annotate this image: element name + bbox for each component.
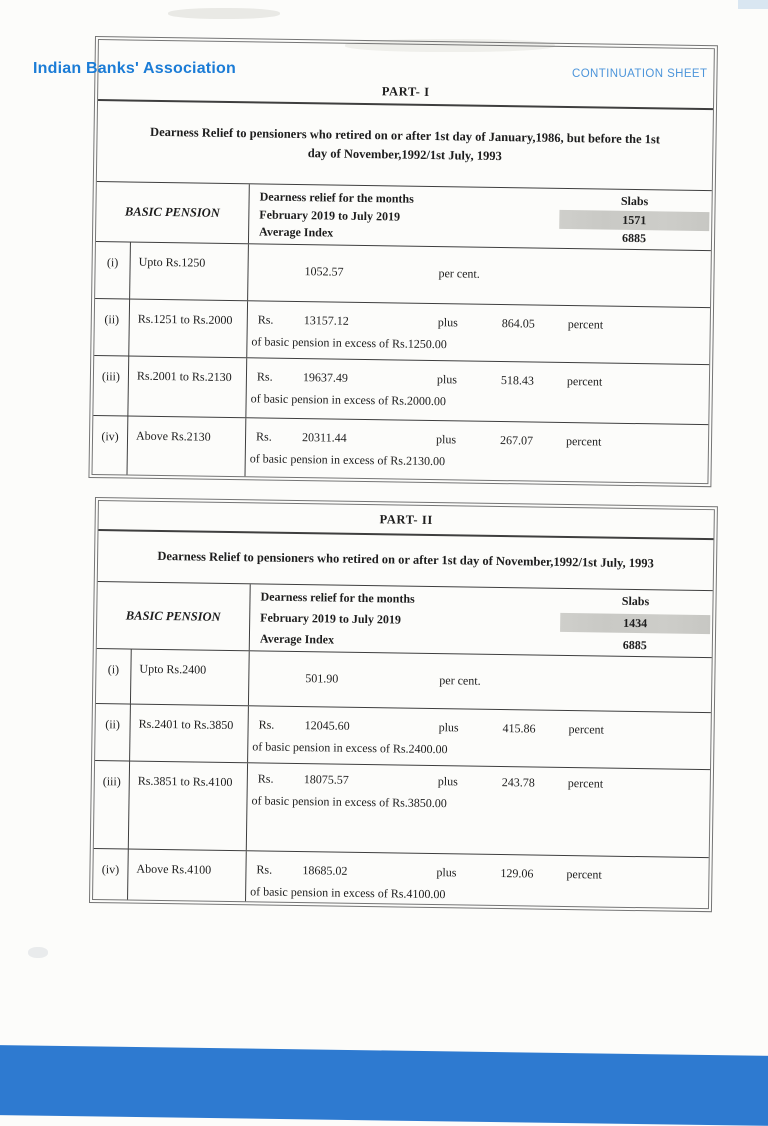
- relief-amount: 13157.12: [303, 313, 349, 328]
- excess-note: of basic pension in excess of Rs.1250.00: [251, 334, 447, 352]
- row-number: (ii): [94, 299, 130, 356]
- table-row: [94, 299, 710, 365]
- scan-bottom-blue-band: [0, 1045, 768, 1126]
- table-row: [93, 416, 709, 483]
- plus-label: plus: [437, 774, 458, 789]
- part1-title: [97, 101, 713, 191]
- relief-months-label: Dearness relief for the months: [260, 589, 415, 606]
- part1-header-row: [96, 182, 712, 251]
- relief-amount: 19637.49: [302, 370, 349, 385]
- pension-range: Above Rs.2130: [127, 417, 246, 477]
- pension-range: Rs.2401 to Rs.3850: [130, 705, 249, 763]
- rs-label: Rs.: [258, 717, 275, 732]
- rs-label: Rs.: [256, 369, 273, 384]
- table-row: [94, 761, 710, 858]
- percent-label: percent: [568, 722, 605, 737]
- slabs-box: [559, 193, 710, 247]
- part2-label: PART- II: [379, 511, 433, 527]
- part2-title: [98, 531, 714, 591]
- part1-title-text: Dearness Relief to pensioners who retired on or after 1st day of January,1986, but before the 1st day of November,1992/1st July, 1993: [150, 124, 661, 164]
- excess-note: of basic pension in excess of Rs.2130.00: [249, 451, 446, 469]
- rs-label: Rs.: [255, 429, 272, 444]
- scan-smudge: [28, 947, 48, 958]
- relief-rate: 864.05: [501, 316, 535, 331]
- row-number: (i): [95, 242, 131, 299]
- relief-formula: [248, 244, 711, 307]
- relief-amount: 18685.02: [302, 863, 348, 878]
- slabs-box: [560, 593, 711, 654]
- table-row: [93, 356, 709, 425]
- pension-range: Upto Rs.1250: [130, 243, 249, 301]
- average-index-value: 6885: [622, 637, 647, 653]
- org-name: Indian Banks' Association: [33, 60, 236, 77]
- relief-period: February 2019 to July 2019: [259, 206, 401, 224]
- part1-label: PART- I: [381, 84, 430, 99]
- relief-formula: [249, 651, 712, 712]
- pension-range: Rs.2001 to Rs.2130: [128, 357, 247, 418]
- percent-label: percent: [565, 434, 602, 449]
- row-number: (ii): [95, 704, 131, 761]
- percent-label: percent: [567, 317, 604, 332]
- excess-note: of basic pension in excess of Rs.3850.00: [251, 793, 447, 811]
- scan-smudge: [168, 8, 280, 19]
- continuation-sheet-label: CONTINUATION SHEET: [572, 68, 708, 80]
- relief-rate: 243.78: [501, 775, 535, 790]
- relief-rate: 518.43: [500, 373, 535, 388]
- part2-header-row: [97, 582, 713, 658]
- average-index-label: Average Index: [259, 224, 334, 240]
- row-number: (iv): [93, 849, 129, 900]
- row-number: (iii): [94, 761, 130, 849]
- plus-label: plus: [435, 432, 457, 447]
- average-index-value: 6885: [621, 230, 647, 246]
- table-row: [96, 649, 712, 713]
- rs-label: Rs.: [257, 771, 274, 786]
- relief-amount: 18075.57: [303, 772, 349, 787]
- percent-label: percent: [566, 867, 602, 882]
- relief-rate: 129.06: [500, 866, 534, 881]
- relief-formula: [247, 301, 710, 364]
- row-number: (iii): [93, 356, 129, 416]
- relief-period: February 2019 to July 2019: [260, 610, 401, 627]
- pension-range: Upto Rs.2400: [131, 650, 250, 706]
- plus-label: plus: [436, 372, 458, 387]
- relief-formula: [248, 706, 711, 769]
- excess-note: of basic pension in excess of Rs.4100.00: [250, 884, 446, 902]
- percent-label: percent: [567, 776, 604, 791]
- pension-range: Above Rs.4100: [128, 850, 247, 902]
- basic-pension-header: BASIC PENSION: [96, 182, 250, 243]
- relief-percent-value: 1052.57: [304, 264, 344, 279]
- per-cent-label: per cent.: [439, 673, 481, 688]
- relief-amount: 12045.60: [304, 718, 350, 733]
- basic-pension-header: BASIC PENSION: [97, 582, 251, 650]
- row-number: (i): [96, 649, 132, 704]
- part1-table: [88, 36, 717, 487]
- plus-label: plus: [437, 315, 458, 330]
- relief-formula: [245, 418, 708, 483]
- slabs-value-highlight: 1571: [559, 209, 709, 230]
- pension-range: Rs.3851 to Rs.4100: [129, 762, 248, 851]
- slabs-label: Slabs: [621, 593, 650, 609]
- slabs-value-highlight: 1434: [560, 613, 710, 634]
- relief-header-cell: [250, 584, 713, 657]
- relief-months-label: Dearness relief for the months: [259, 189, 414, 206]
- relief-header-cell: [249, 184, 712, 250]
- scan-corner-tint: [738, 0, 768, 9]
- relief-amount: 20311.44: [301, 430, 347, 445]
- relief-percent-value: 501.90: [305, 671, 339, 686]
- plus-label: plus: [436, 865, 457, 880]
- rs-label: Rs.: [256, 862, 273, 877]
- relief-formula: [246, 358, 709, 424]
- relief-formula: [246, 851, 709, 908]
- part2-table: [89, 497, 718, 912]
- row-number: (iv): [93, 416, 129, 475]
- pension-range: Rs.1251 to Rs.2000: [129, 300, 248, 358]
- plus-label: plus: [438, 720, 459, 735]
- part2-title-text: Dearness Relief to pensioners who retired on or after 1st day of November,1992/1st July, 1993: [157, 549, 654, 571]
- relief-rate: 267.07: [499, 433, 534, 448]
- table-row: [93, 849, 709, 908]
- slabs-label: Slabs: [620, 193, 649, 209]
- relief-formula: [247, 763, 710, 857]
- excess-note: of basic pension in excess of Rs.2000.00: [250, 391, 447, 409]
- relief-rate: 415.86: [502, 721, 536, 736]
- per-cent-label: per cent.: [438, 266, 480, 281]
- percent-label: percent: [566, 374, 603, 389]
- excess-note: of basic pension in excess of Rs.2400.00: [252, 739, 448, 757]
- rs-label: Rs.: [257, 312, 274, 327]
- average-index-label: Average Index: [259, 631, 335, 647]
- table-row: [95, 704, 711, 770]
- table-row: [95, 242, 711, 308]
